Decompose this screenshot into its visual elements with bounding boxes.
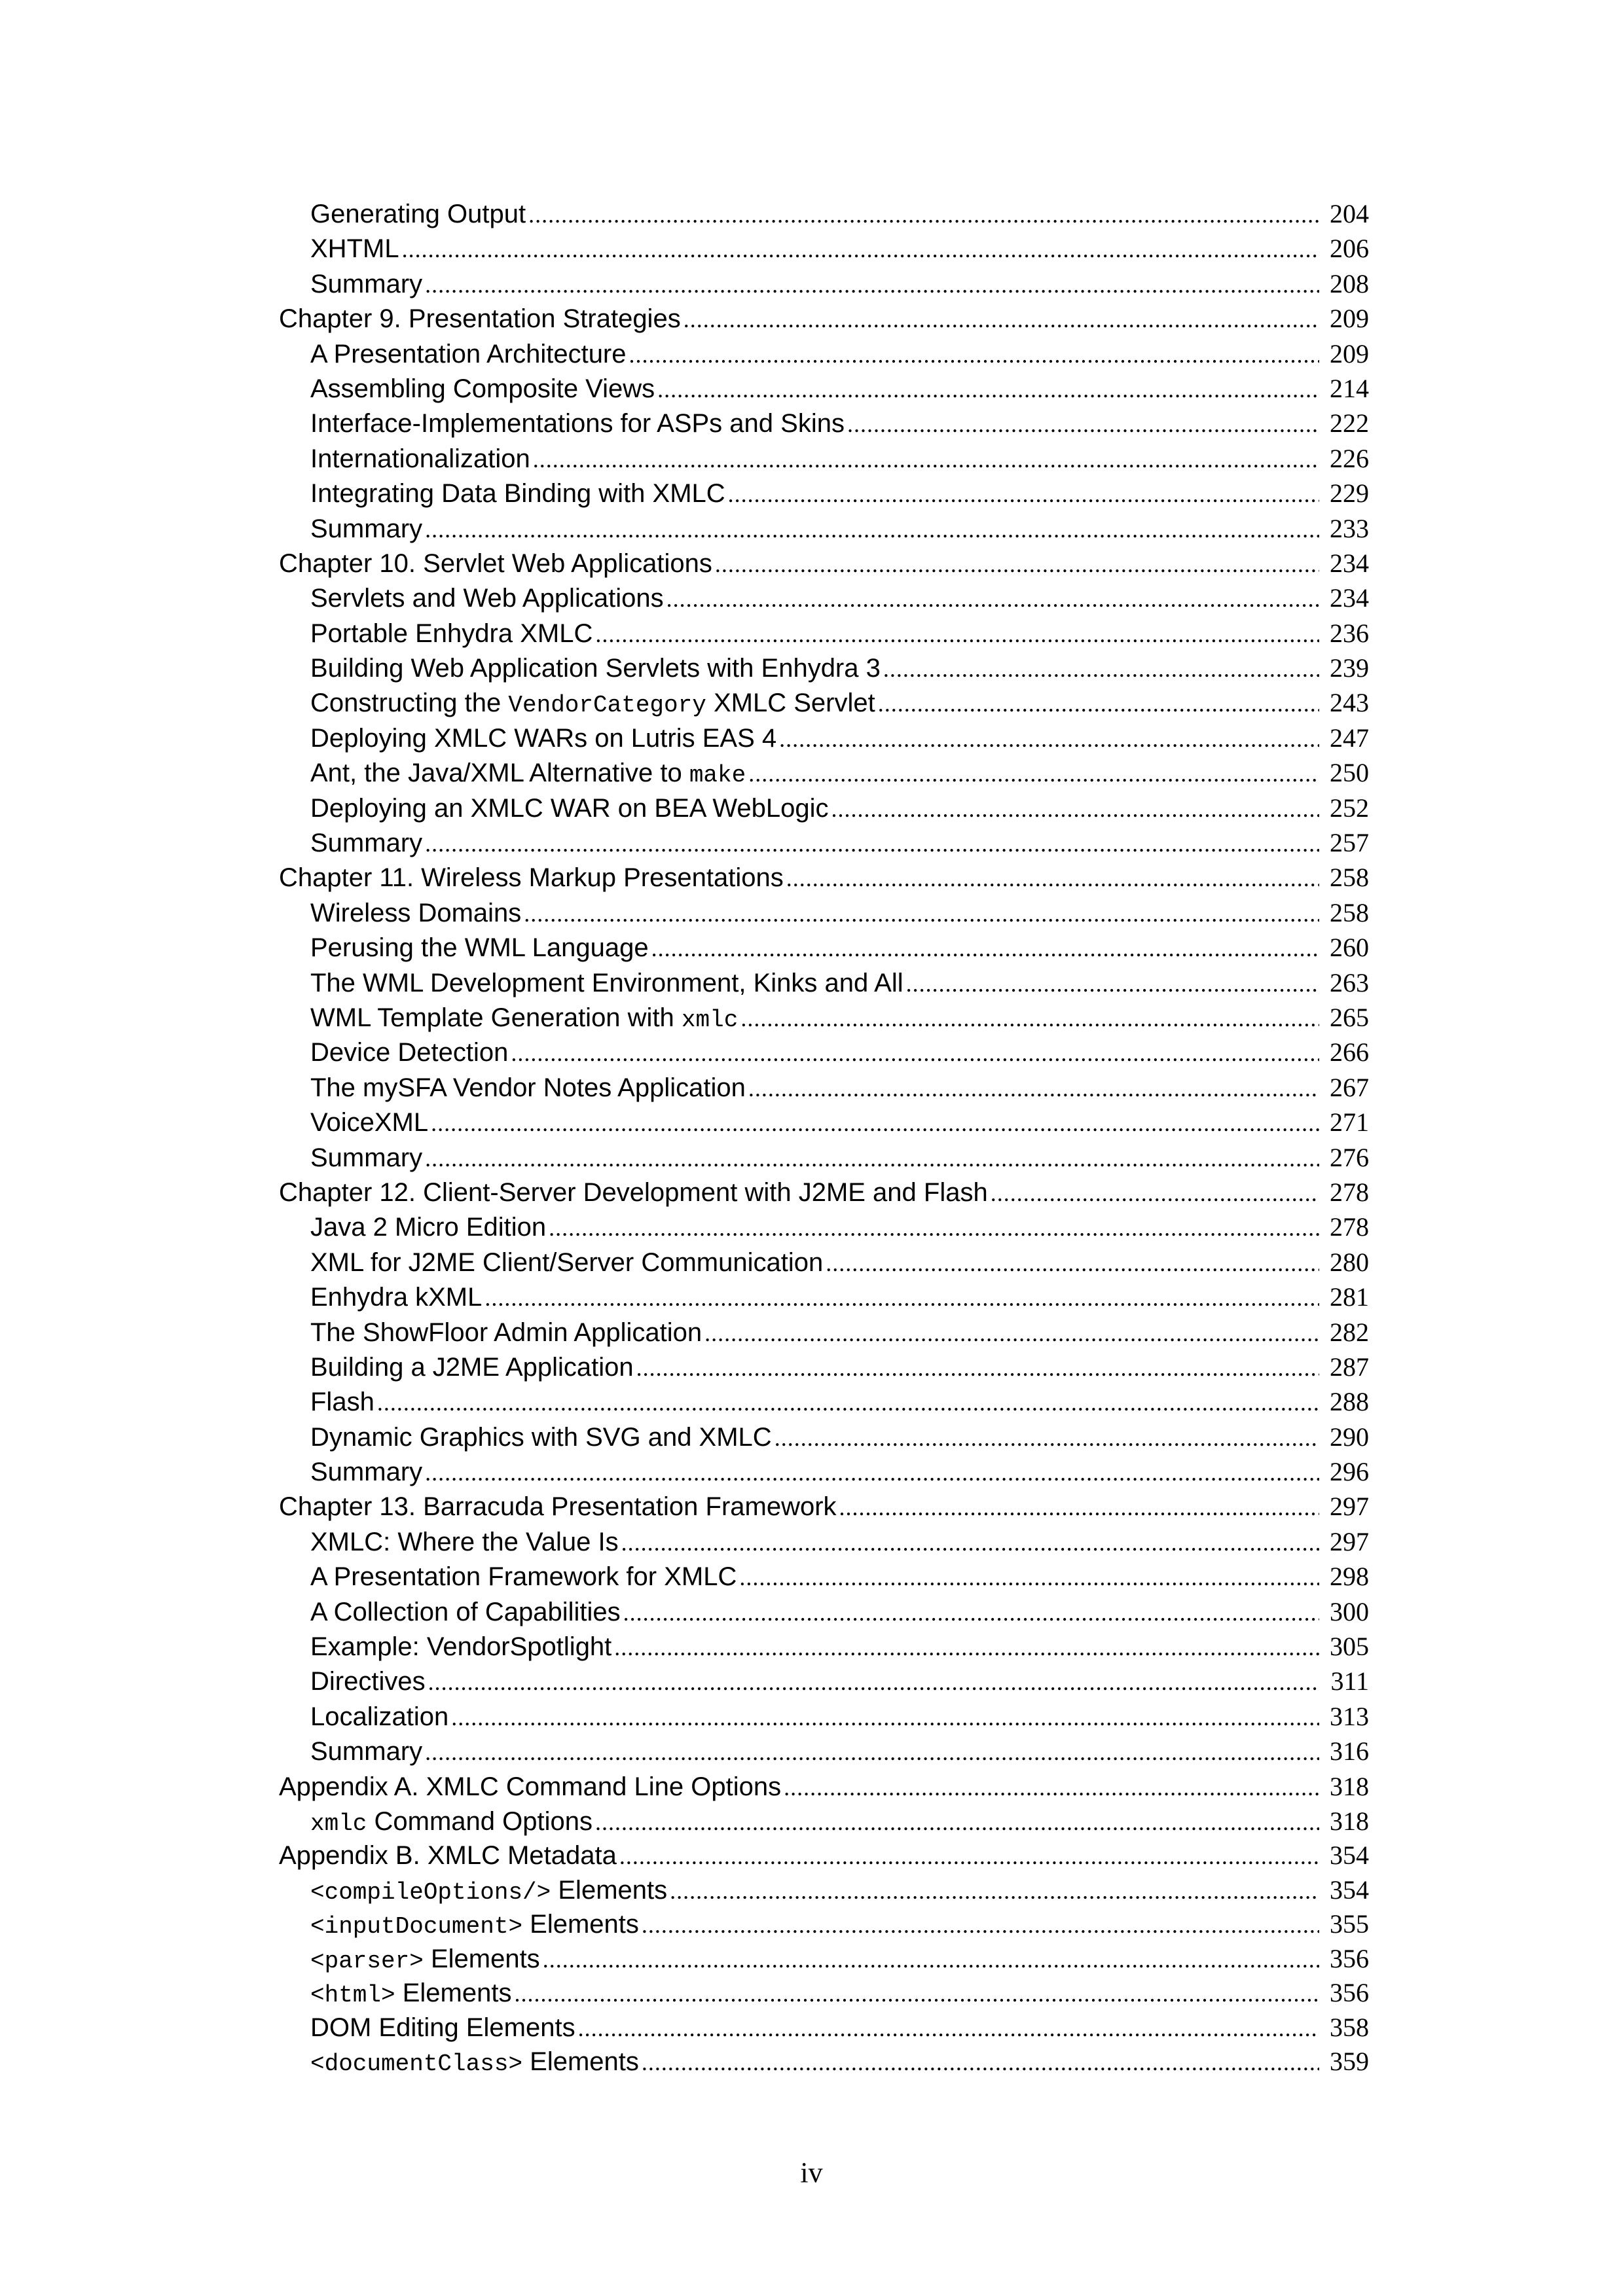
dot-leader bbox=[704, 1316, 1319, 1350]
toc-section-entry bbox=[279, 721, 1369, 755]
toc-section-entry bbox=[279, 1420, 1369, 1454]
dot-leader bbox=[619, 1839, 1319, 1873]
dot-leader bbox=[847, 407, 1319, 440]
toc-section-entry bbox=[279, 1804, 1369, 1839]
dot-leader bbox=[524, 897, 1319, 930]
toc-entry-title: Localization bbox=[310, 1702, 449, 1731]
toc-section-entry bbox=[279, 511, 1369, 546]
toc-entry-title: Chapter 10. Servlet Web Applications bbox=[279, 548, 712, 578]
toc-title-text: Elements bbox=[522, 1910, 639, 1939]
dot-leader bbox=[425, 1141, 1319, 1175]
toc-page-number: 280 bbox=[1330, 1247, 1369, 1277]
dot-leader bbox=[906, 967, 1319, 1000]
toc-section-entry bbox=[279, 581, 1369, 615]
toc-section-entry bbox=[279, 1907, 1369, 1942]
dot-leader bbox=[740, 1001, 1319, 1035]
toc-section-entry bbox=[279, 1035, 1369, 1069]
toc-entry-title: Deploying an XMLC WAR on BEA WebLogic bbox=[310, 793, 829, 823]
toc-section-entry bbox=[279, 1699, 1369, 1734]
toc-page-number: 229 bbox=[1330, 478, 1369, 509]
toc-entry-title: Deploying XMLC WARs on Lutris EAS 4 bbox=[310, 723, 777, 753]
toc-entry-title: Device Detection bbox=[310, 1038, 509, 1067]
toc-page-number: 318 bbox=[1330, 1771, 1369, 1801]
toc-entry-title: Appendix A. XMLC Command Line Options bbox=[279, 1772, 782, 1801]
toc-entry-title: Internationalization bbox=[310, 444, 530, 473]
dot-leader bbox=[451, 1700, 1319, 1734]
toc-page-number: 316 bbox=[1330, 1736, 1369, 1767]
toc-title-code: VendorCategory bbox=[508, 692, 706, 719]
dot-leader bbox=[636, 1351, 1319, 1384]
toc-section-entry bbox=[279, 930, 1369, 965]
toc-section-entry bbox=[279, 616, 1369, 651]
toc-entry-title: A Collection of Capabilities bbox=[310, 1597, 621, 1626]
dot-leader bbox=[642, 1908, 1319, 1942]
toc-page-number: 266 bbox=[1330, 1037, 1369, 1067]
toc-entry-title bbox=[310, 1907, 639, 1942]
toc-entry-title bbox=[310, 1804, 593, 1839]
toc-section-entry bbox=[279, 1315, 1369, 1350]
toc-page-number: 263 bbox=[1330, 967, 1369, 997]
toc-section-entry bbox=[279, 1524, 1369, 1559]
dot-leader bbox=[425, 827, 1319, 860]
toc-page-number: 258 bbox=[1330, 897, 1369, 927]
dot-leader bbox=[883, 652, 1319, 685]
dot-leader bbox=[595, 1805, 1319, 1839]
toc-section-entry bbox=[279, 1942, 1369, 1977]
toc-title-text: Elements bbox=[423, 1944, 540, 1973]
toc-title-text: WML Template Generation with bbox=[310, 1003, 682, 1032]
toc-entry-title bbox=[310, 686, 875, 720]
toc-section-entry bbox=[279, 1454, 1369, 1489]
toc-entry-title: Enhydra kXML bbox=[310, 1283, 483, 1312]
toc-entry-title bbox=[310, 2045, 639, 2079]
toc-section-entry bbox=[279, 336, 1369, 371]
toc-entry-title: The ShowFloor Admin Application bbox=[310, 1318, 702, 1347]
toc-entry-title: Chapter 13. Barracuda Presentation Framework bbox=[279, 1492, 837, 1522]
toc-page-number: 233 bbox=[1330, 513, 1369, 543]
toc-page-number: 247 bbox=[1330, 723, 1369, 753]
dot-leader bbox=[484, 1281, 1319, 1314]
dot-leader bbox=[377, 1386, 1319, 1419]
toc-section-entry bbox=[279, 1594, 1369, 1629]
toc-section-entry bbox=[279, 1873, 1369, 1908]
toc-page-number: 236 bbox=[1330, 618, 1369, 648]
dot-leader bbox=[528, 198, 1319, 231]
toc-section-entry bbox=[279, 1000, 1369, 1035]
toc-entry-title: Wireless Domains bbox=[310, 898, 522, 927]
toc-section-entry bbox=[279, 441, 1369, 476]
dot-leader bbox=[991, 1176, 1319, 1210]
toc-section-entry bbox=[279, 1210, 1369, 1244]
toc-section-entry bbox=[279, 755, 1369, 790]
toc-section-entry bbox=[279, 406, 1369, 440]
toc-title-code: <html> bbox=[310, 1982, 395, 2009]
toc-page-number: 214 bbox=[1330, 373, 1369, 403]
toc-section-entry bbox=[279, 895, 1369, 930]
toc-entry-title: Chapter 9. Presentation Strategies bbox=[279, 304, 681, 334]
toc-section-entry bbox=[279, 825, 1369, 860]
toc-page-number: 258 bbox=[1330, 863, 1369, 893]
toc-section-entry bbox=[279, 2011, 1369, 2045]
dot-leader bbox=[748, 1071, 1319, 1105]
toc-page-number: 276 bbox=[1330, 1142, 1369, 1172]
toc-chapter-entry bbox=[279, 860, 1369, 895]
toc-page-number: 356 bbox=[1330, 1978, 1369, 2008]
toc-page-number: 354 bbox=[1330, 1840, 1369, 1871]
toc-section-entry bbox=[279, 1629, 1369, 1664]
toc-title-code: <parser> bbox=[310, 1947, 424, 1975]
toc-page-number: 298 bbox=[1330, 1562, 1369, 1592]
dot-leader bbox=[786, 861, 1319, 895]
toc-entry-title: A Presentation Framework for XMLC bbox=[310, 1562, 737, 1592]
toc-entry-title: Integrating Data Binding with XMLC bbox=[310, 479, 725, 509]
toc-chapter-entry bbox=[279, 1769, 1369, 1804]
toc-chapter-entry bbox=[279, 546, 1369, 581]
toc-section-entry bbox=[279, 196, 1369, 231]
toc-page-number: 356 bbox=[1330, 1943, 1369, 1973]
toc-entry-title bbox=[310, 1873, 667, 1908]
toc-section-entry bbox=[279, 371, 1369, 406]
dot-leader bbox=[839, 1490, 1319, 1524]
toc-section-entry bbox=[279, 266, 1369, 301]
toc-page-number: 311 bbox=[1330, 1666, 1369, 1696]
toc-entry-title: Directives bbox=[310, 1667, 426, 1696]
toc-page-number: 359 bbox=[1330, 2047, 1369, 2077]
dot-leader bbox=[533, 442, 1319, 476]
toc-page-number: 282 bbox=[1330, 1317, 1369, 1347]
toc-title-code: xmlc bbox=[310, 1810, 367, 1837]
toc-page-number: 287 bbox=[1330, 1352, 1369, 1382]
toc-title-text: Constructing the bbox=[310, 689, 509, 718]
toc-page-number: 288 bbox=[1330, 1387, 1369, 1417]
toc-page-number: 234 bbox=[1330, 548, 1369, 578]
dot-leader bbox=[629, 338, 1320, 371]
toc-entry-title bbox=[310, 1942, 540, 1977]
toc-section-entry bbox=[279, 685, 1369, 720]
toc-section-entry bbox=[279, 965, 1369, 1000]
dot-leader bbox=[549, 1211, 1319, 1244]
dot-leader bbox=[715, 547, 1319, 581]
toc-section-entry bbox=[279, 1664, 1369, 1698]
toc-page-number: 239 bbox=[1330, 653, 1369, 683]
toc-page-number: 265 bbox=[1330, 1002, 1369, 1032]
toc-title-code: <compileOptions/> bbox=[310, 1878, 551, 1906]
toc-entry-title bbox=[310, 1001, 738, 1035]
toc-title-text: Elements bbox=[522, 2047, 639, 2077]
dot-leader bbox=[425, 512, 1319, 546]
toc-page-number: 305 bbox=[1330, 1632, 1369, 1662]
dot-leader bbox=[425, 1456, 1319, 1489]
toc-page-number: 296 bbox=[1330, 1457, 1369, 1487]
toc-entry-title: Building a J2ME Application bbox=[310, 1352, 634, 1382]
toc-page-number: 318 bbox=[1330, 1806, 1369, 1836]
toc-entry-title: Flash bbox=[310, 1388, 374, 1417]
dot-leader bbox=[578, 2011, 1319, 2045]
dot-leader bbox=[623, 1596, 1319, 1629]
toc-entry-title: XML for J2ME Client/Server Communication bbox=[310, 1247, 824, 1277]
toc-entry-title: The mySFA Vendor Notes Application bbox=[310, 1073, 746, 1102]
toc-entry-title: Appendix B. XMLC Metadata bbox=[279, 1841, 617, 1871]
toc-page-number: 234 bbox=[1330, 583, 1369, 613]
toc-entry-title: Dynamic Graphics with SVG and XMLC bbox=[310, 1422, 772, 1452]
toc-entry-title: Generating Output bbox=[310, 200, 526, 228]
dot-leader bbox=[621, 1526, 1319, 1559]
toc-entry-title: Perusing the WML Language bbox=[310, 933, 649, 963]
toc-section-entry bbox=[279, 1140, 1369, 1175]
toc-page-number: 209 bbox=[1330, 338, 1369, 368]
toc-title-text: Ant, the Java/XML Alternative to bbox=[310, 759, 689, 788]
dot-leader bbox=[543, 1943, 1319, 1977]
toc-page-number: 297 bbox=[1330, 1492, 1369, 1522]
dot-leader bbox=[670, 1874, 1319, 1908]
dot-leader bbox=[425, 1735, 1319, 1768]
dot-leader bbox=[666, 582, 1319, 615]
table-of-contents bbox=[279, 196, 1369, 2079]
toc-section-entry bbox=[279, 1350, 1369, 1384]
dot-leader bbox=[425, 268, 1319, 301]
dot-leader bbox=[878, 687, 1319, 720]
toc-page-number: 206 bbox=[1330, 234, 1369, 264]
toc-page-number: 267 bbox=[1330, 1072, 1369, 1102]
dot-leader bbox=[657, 372, 1319, 406]
toc-entry-title: Summary bbox=[310, 829, 423, 858]
toc-page-number: 209 bbox=[1330, 304, 1369, 334]
toc-entry-title: Servlets and Web Applications bbox=[310, 584, 664, 613]
toc-page-number: 208 bbox=[1330, 268, 1369, 298]
dot-leader bbox=[511, 1036, 1319, 1069]
dot-leader bbox=[826, 1246, 1319, 1280]
toc-page-number: 243 bbox=[1330, 688, 1369, 718]
toc-entry-title: Java 2 Micro Edition bbox=[310, 1213, 547, 1242]
toc-page-number: 260 bbox=[1330, 933, 1369, 963]
dot-leader bbox=[595, 617, 1319, 651]
toc-chapter-entry bbox=[279, 1489, 1369, 1524]
toc-page-number: 278 bbox=[1330, 1177, 1369, 1207]
toc-entry-title: Summary bbox=[310, 1737, 423, 1767]
toc-section-entry bbox=[279, 1734, 1369, 1768]
toc-page-number: 281 bbox=[1330, 1282, 1369, 1312]
dot-leader bbox=[784, 1770, 1319, 1804]
toc-section-entry bbox=[279, 1976, 1369, 2011]
toc-entry-title: Interface-Implementations for ASPs and Skins bbox=[310, 409, 845, 439]
toc-entry-title: Summary bbox=[310, 1143, 423, 1172]
toc-section-entry bbox=[279, 2045, 1369, 2079]
toc-entry-title: XMLC: Where the Value Is bbox=[310, 1527, 619, 1556]
toc-section-entry bbox=[279, 231, 1369, 266]
toc-section-entry bbox=[279, 1280, 1369, 1314]
toc-entry-title: A Presentation Architecture bbox=[310, 339, 627, 368]
dot-leader bbox=[428, 1665, 1319, 1698]
toc-title-text: Elements bbox=[551, 1875, 668, 1905]
dot-leader bbox=[775, 1421, 1319, 1454]
toc-section-entry bbox=[279, 476, 1369, 511]
dot-leader bbox=[728, 477, 1319, 511]
toc-page-number: 290 bbox=[1330, 1422, 1369, 1452]
toc-section-entry bbox=[279, 1245, 1369, 1280]
toc-page-number: 313 bbox=[1330, 1701, 1369, 1731]
toc-entry-title: Chapter 12. Client-Server Development with J2ME and Flash bbox=[279, 1177, 988, 1207]
toc-page-number: 300 bbox=[1330, 1596, 1369, 1626]
toc-title-text: Command Options bbox=[367, 1806, 593, 1836]
toc-section-entry bbox=[279, 1559, 1369, 1594]
toc-entry-title: VoiceXML bbox=[310, 1108, 429, 1138]
toc-title-code: <inputDocument> bbox=[310, 1913, 523, 1941]
toc-page-number: 252 bbox=[1330, 793, 1369, 823]
toc-entry-title: Example: VendorSpotlight bbox=[310, 1632, 612, 1662]
dot-leader bbox=[514, 1977, 1319, 2011]
dot-leader bbox=[431, 1106, 1319, 1139]
toc-entry-title: Summary bbox=[310, 514, 423, 543]
toc-page-number: 222 bbox=[1330, 408, 1369, 439]
toc-chapter-entry bbox=[279, 1839, 1369, 1873]
toc-title-text: Elements bbox=[395, 1979, 512, 2008]
toc-title-text: XMLC Servlet bbox=[706, 689, 875, 718]
toc-title-code: <documentClass> bbox=[310, 2051, 523, 2078]
toc-page-number: 257 bbox=[1330, 828, 1369, 858]
toc-entry-title: Portable Enhydra XMLC bbox=[310, 619, 593, 648]
toc-entry-title bbox=[310, 756, 746, 790]
toc-entry-title: Building Web Application Servlets with Enhydra 3 bbox=[310, 654, 881, 683]
dot-leader bbox=[614, 1630, 1319, 1664]
dot-leader bbox=[739, 1560, 1319, 1594]
page-number: iv bbox=[800, 2157, 823, 2189]
toc-entry-title: XHTML bbox=[310, 234, 399, 264]
dot-leader bbox=[748, 757, 1319, 790]
toc-page-number: 297 bbox=[1330, 1526, 1369, 1556]
dot-leader bbox=[651, 931, 1319, 965]
toc-section-entry bbox=[279, 651, 1369, 685]
toc-section-entry bbox=[279, 1384, 1369, 1419]
dot-leader bbox=[779, 722, 1319, 755]
toc-title-code: xmlc bbox=[681, 1006, 739, 1033]
toc-page-number: 226 bbox=[1330, 443, 1369, 473]
toc-entry-title: DOM Editing Elements bbox=[310, 2013, 575, 2042]
toc-page-number: 358 bbox=[1330, 2012, 1369, 2042]
dot-leader bbox=[831, 792, 1319, 825]
dot-leader bbox=[402, 232, 1319, 266]
toc-entry-title: Summary bbox=[310, 1458, 423, 1487]
toc-page-number: 355 bbox=[1330, 1909, 1369, 1939]
toc-page-number: 250 bbox=[1330, 758, 1369, 788]
toc-page-number: 204 bbox=[1330, 199, 1369, 228]
toc-section-entry bbox=[279, 791, 1369, 825]
toc-chapter-entry bbox=[279, 301, 1369, 336]
toc-page-number: 354 bbox=[1330, 1874, 1369, 1905]
toc-entry-title: Chapter 11. Wireless Markup Presentations bbox=[279, 863, 784, 893]
dot-leader bbox=[642, 2045, 1319, 2079]
dot-leader bbox=[684, 302, 1319, 336]
toc-chapter-entry bbox=[279, 1175, 1369, 1210]
toc-entry-title: The WML Development Environment, Kinks and All bbox=[310, 968, 903, 997]
toc-entry-title: Summary bbox=[310, 269, 423, 298]
toc-entry-title: Assembling Composite Views bbox=[310, 374, 655, 403]
toc-page-number: 271 bbox=[1330, 1107, 1369, 1138]
toc-title-code: make bbox=[689, 762, 746, 789]
toc-section-entry bbox=[279, 1105, 1369, 1139]
toc-page-number: 278 bbox=[1330, 1212, 1369, 1242]
toc-section-entry bbox=[279, 1070, 1369, 1105]
toc-entry-title bbox=[310, 1976, 511, 2011]
